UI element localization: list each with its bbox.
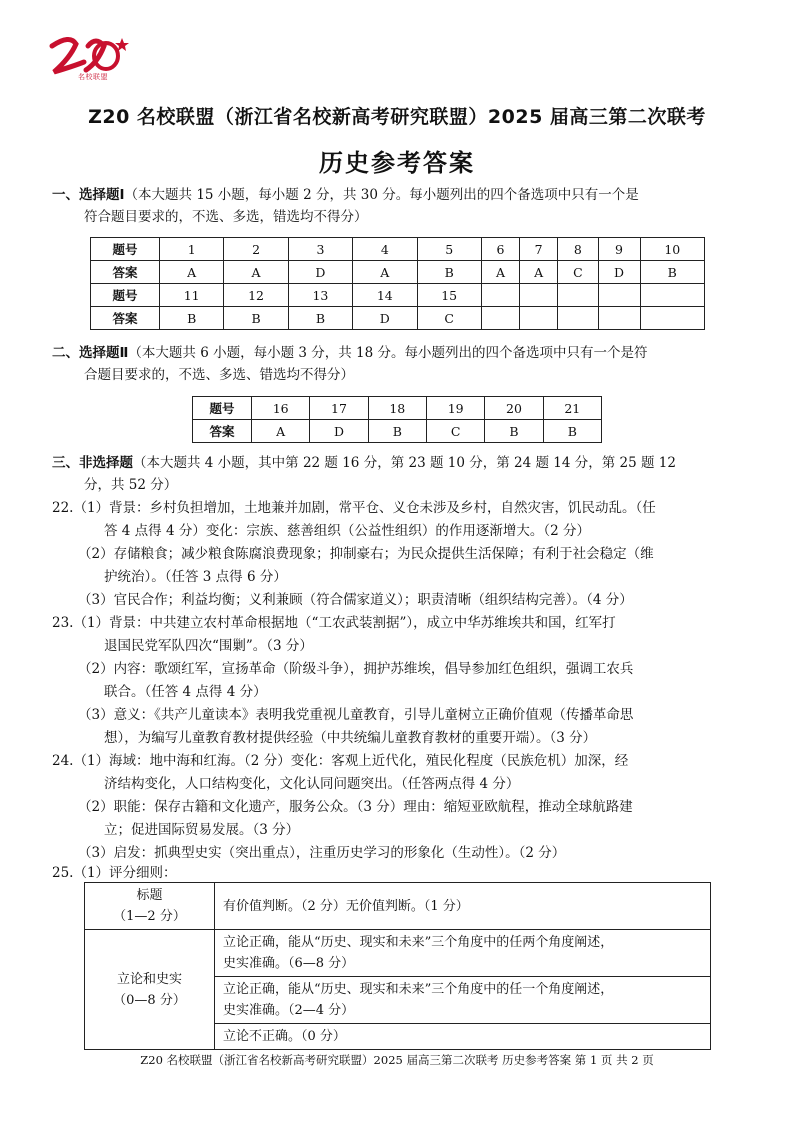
section1-intro (52, 184, 752, 206)
section2-heading: 二、选择题Ⅱ (52, 345, 129, 361)
table-cell (640, 284, 704, 307)
table-cell: B (640, 261, 704, 284)
section3-intro (52, 452, 752, 474)
scoring-criterion-title (85, 883, 215, 930)
q22-line-3: （2）存储粮食；减少粮食陈腐浪费现象；抑制豪右；为民众提供生活保障；有利于社会稳定（维 (78, 546, 654, 562)
table-cell: C (426, 420, 484, 443)
table-cell: 9 (598, 238, 640, 261)
table-cell: A (353, 261, 417, 284)
table-row (85, 883, 711, 930)
table-cell (640, 307, 704, 330)
criterion-name: 标题 (136, 888, 163, 903)
table-cell: 16 (252, 397, 310, 420)
scoring-detail-line: 立论正确，能从“历史、现实和未来”三个角度中的任两个角度阐述， (223, 935, 614, 950)
section1-desc1: （本大题共 15 小题，每小题 2 分，共 30 分。每小题列出的四个备选项中只有一个是 (124, 187, 639, 203)
q24-line-2: 济结构变化，人口结构变化，文化认同问题突出。（任答两点得 4 分） (104, 776, 520, 792)
section2-desc2: 合题目要求的，不选、多选、错选均不得分） (84, 367, 354, 383)
table-cell: 14 (353, 284, 417, 307)
table-header-cell: 题号 (91, 284, 160, 307)
logo-text: 名校联盟 (78, 73, 108, 81)
q24-line-1: 24.（1）海域：地中海和红海。（2 分）变化：客观上近代化，殖民化程度（民族危机）加深，经 (52, 753, 629, 769)
scoring-detail (215, 930, 711, 977)
q23-line-6: 想），为编写儿童教育教材提供经验（中共统编儿童教育教材的重要开端）。（3 分） (104, 730, 597, 746)
table-cell (520, 284, 558, 307)
q24-line-3: （2）职能：保存古籍和文化遗产，服务公众。（3 分）理由：缩短亚欧航程，推动全球航路建 (78, 799, 633, 815)
q23-line-4: 联合。（任答 4 点得 4 分） (104, 684, 267, 700)
table-header-cell: 答案 (193, 420, 252, 443)
table-cell: A (224, 261, 288, 284)
table-cell: 20 (485, 397, 543, 420)
answer-table-2 (192, 396, 602, 443)
table-cell: 18 (368, 397, 426, 420)
table-cell: 6 (481, 238, 519, 261)
table-cell: 15 (417, 284, 481, 307)
table-cell: 17 (310, 397, 368, 420)
q25-line-1: 25.（1）评分细则： (52, 865, 177, 881)
table-row (193, 420, 602, 443)
scoring-detail-line: 立论正确，能从“历史、现实和未来”三个角度中的任一个角度阐述， (223, 982, 614, 997)
table-cell: 2 (224, 238, 288, 261)
table-cell: B (543, 420, 601, 443)
table-row (91, 238, 705, 261)
table-row (91, 307, 705, 330)
table-cell: B (368, 420, 426, 443)
table-row (91, 261, 705, 284)
section2-intro (52, 342, 752, 364)
criterion-range: （0—8 分） (113, 992, 186, 1008)
table-header-cell: 答案 (91, 307, 160, 330)
q22-line-2: 答 4 点得 4 分）变化：宗族、慈善组织（公益性组织）的作用逐渐增大。（2 分） (104, 523, 590, 539)
table-cell: A (160, 261, 224, 284)
table-cell (481, 307, 519, 330)
table-cell (558, 284, 598, 307)
section1-desc2: 符合题目要求的，不选、多选，错选均不得分） (84, 209, 368, 225)
table-cell: 5 (417, 238, 481, 261)
table-cell (598, 307, 640, 330)
q23-line-1: 23.（1）背景：中共建立农村革命根据地（“工农武装割据”），成立中华苏维埃共和国，红军打 (52, 615, 616, 631)
table-cell: D (598, 261, 640, 284)
page-title: Z20 名校联盟（浙江省名校新高考研究联盟）2025 届高三第二次联考 (88, 106, 706, 128)
table-cell: 10 (640, 238, 704, 261)
table-cell: B (160, 307, 224, 330)
table-header-cell: 答案 (91, 261, 160, 284)
table-cell: B (417, 261, 481, 284)
table-cell: 13 (288, 284, 352, 307)
table-cell: 7 (520, 238, 558, 261)
table-cell: 4 (353, 238, 417, 261)
scoring-detail: 立论不正确。（0 分） (215, 1024, 711, 1050)
table-cell: 3 (288, 238, 352, 261)
scoring-detail-line: 史实准确。（6—8 分） (223, 956, 355, 971)
scoring-detail (215, 977, 711, 1024)
q24-line-4: 立；促进国际贸易发展。（3 分） (104, 822, 300, 838)
scoring-criterion-argument (85, 930, 215, 1050)
table-cell: A (252, 420, 310, 443)
q22-line-1: 22.（1）背景：乡村负担增加，土地兼并加剧，常平仓、义仓未涉及乡村，自然灾害，饥民动乱。（任 (52, 500, 656, 516)
table-cell: D (353, 307, 417, 330)
q23-line-2: 退国民党军队四次“围剿”。（3 分） (104, 638, 313, 654)
criterion-name: 立论和史实 (116, 971, 182, 987)
table-cell: B (224, 307, 288, 330)
table-cell: D (310, 420, 368, 443)
table-row (85, 930, 711, 977)
table-cell (598, 284, 640, 307)
table-cell: D (288, 261, 352, 284)
q23-line-3: （2）内容：歌颂红军，宣扬革命（阶级斗争），拥护苏维埃，倡导参加红色组织，强调工农兵 (78, 661, 634, 677)
criterion-range: （1—2 分） (113, 909, 186, 924)
scoring-detail-line: 史实准确。（2—4 分） (223, 1003, 355, 1018)
q23-line-5: （3）意义：《共产儿童读本》表明我党重视儿童教育，引导儿童树立正确价值观（传播革命思 (78, 707, 634, 723)
table-cell: 19 (426, 397, 484, 420)
table-cell (558, 307, 598, 330)
table-cell: 12 (224, 284, 288, 307)
q24-line-5: （3）启发：抓典型史实（突出重点），注重历史学习的形象化（生动性）。（2 分） (78, 845, 566, 861)
q22-line-5: （3）官民合作；利益均衡；义利兼顾（符合儒家道义）；职责清晰（组织结构完善）。（4 分） (78, 592, 633, 608)
table-row (193, 397, 602, 420)
section1-heading: 一、选择题Ⅰ (52, 187, 125, 203)
table-cell: B (288, 307, 352, 330)
section3-desc2: 分，共 52 分） (84, 477, 178, 493)
scoring-detail: 有价值判断。（2 分）无价值判断。（1 分） (215, 883, 711, 930)
table-cell: C (417, 307, 481, 330)
table-header-cell: 题号 (91, 238, 160, 261)
table-cell: B (485, 420, 543, 443)
section3-desc1: （本大题共 4 小题，其中第 22 题 16 分，第 23 题 10 分，第 24 题 14 分，第 25 题 12 (133, 455, 676, 471)
page-footer: Z20 名校联盟（浙江省名校新高考研究联盟）2025 届高三第二次联考 历史参考答案 第 1 页 共 2 页 (140, 1053, 654, 1067)
q22-line-4: 护统治）。（任答 3 点得 6 分） (104, 569, 287, 585)
table-row (91, 284, 705, 307)
table-cell: 11 (160, 284, 224, 307)
table-header-cell: 题号 (193, 397, 252, 420)
table-cell: 1 (160, 238, 224, 261)
table-cell (520, 307, 558, 330)
table-cell: A (520, 261, 558, 284)
table-cell: A (481, 261, 519, 284)
answer-table-1 (90, 237, 705, 330)
table-cell: 21 (543, 397, 601, 420)
table-cell: C (558, 261, 598, 284)
scoring-table (84, 882, 711, 1050)
page-subtitle: 历史参考答案 (319, 149, 475, 177)
table-cell (481, 284, 519, 307)
table-cell: 8 (558, 238, 598, 261)
section3-heading: 三、非选择题 (52, 455, 133, 471)
section2-desc1: （本大题共 6 小题，每小题 3 分，共 18 分。每小题列出的四个备选项中只有一个是符 (128, 345, 648, 361)
